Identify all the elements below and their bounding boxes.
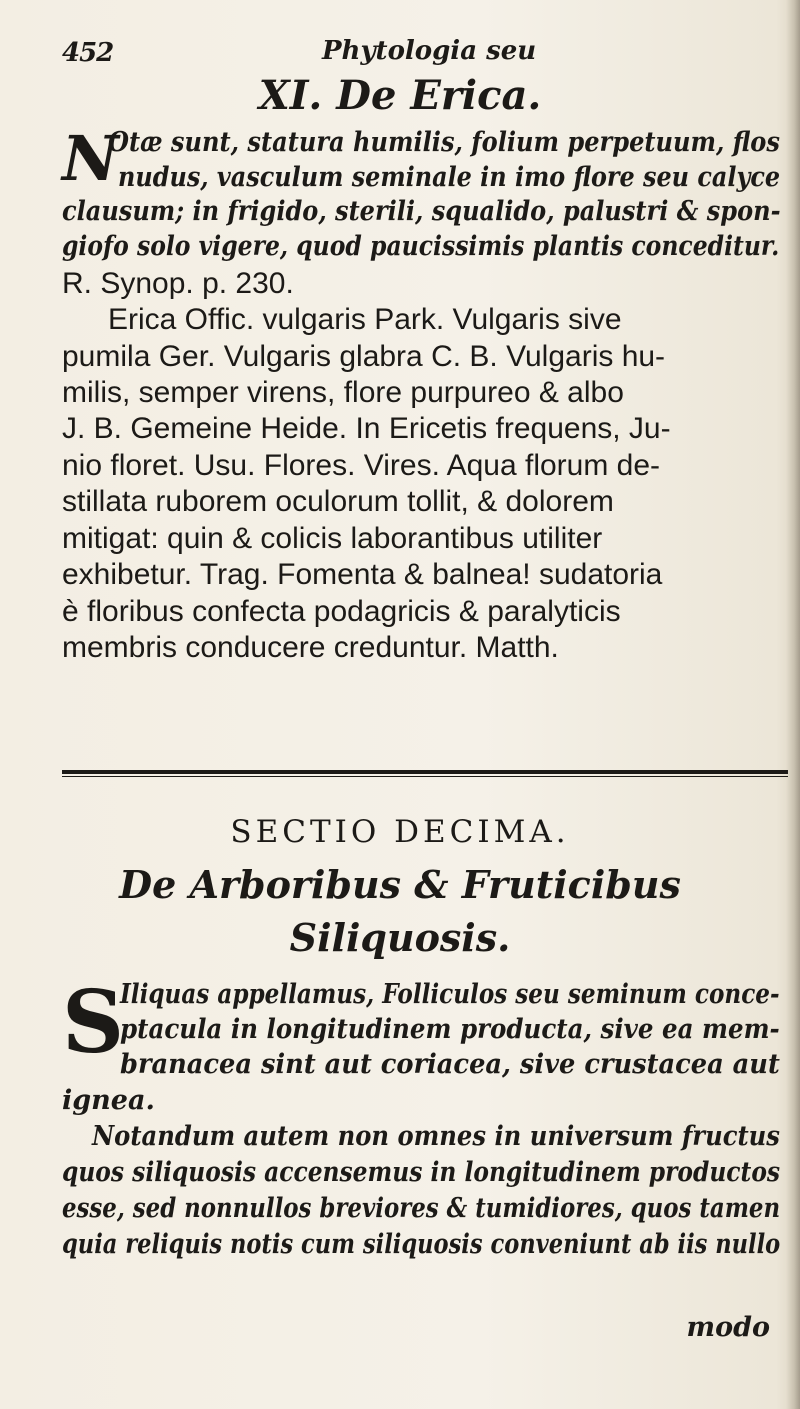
sectio-title: SECTIO DECIMA. xyxy=(230,814,570,850)
erica-text-line: pumila Ger. Vulgaris glabra C. B. Vulgaris hu- xyxy=(62,340,666,373)
catchword: modo xyxy=(686,1312,770,1343)
running-title: Phytologia seu xyxy=(322,36,537,66)
erica-text-line: exhibetur. Trag. Fomenta & balnea! sudatoria xyxy=(62,558,663,591)
siliquae-line: quos siliquosis accensemus in longitudinem productos xyxy=(62,1157,781,1188)
page-edge-shadow xyxy=(786,0,800,1409)
erica-text-line: Erica Offic. vulgaris Park. Vulgaris sive xyxy=(108,303,622,336)
erica-text-line: nio floret. Usu. Flores. Vires. Aqua florum de- xyxy=(62,449,661,482)
erica-italic-line: nudus, vasculum seminale in imo flore seu calyce xyxy=(118,162,781,193)
erica-text-line: milis, semper virens, flore purpureo & albo xyxy=(62,376,624,409)
ornamental-rule xyxy=(62,770,788,777)
erica-italic-line: Otæ sunt, statura humilis, folium perpetuum, flos xyxy=(108,127,780,158)
drop-cap-n: N xyxy=(62,122,119,195)
siliquae-line: esse, sed nonnullos breviores & tumidiores, quos tamen xyxy=(62,1193,781,1224)
erica-text-line: J. B. Gemeine Heide. In Ericetis frequens, Ju- xyxy=(62,412,671,445)
siliquae-line: ptacula in longitudinem producta, sive ea mem- xyxy=(120,1014,780,1045)
erica-italic-line: giofo solo vigere, quod paucissimis plantis conceditur. xyxy=(62,231,780,262)
chapter-heading: XI. De Erica. xyxy=(258,72,542,119)
drop-cap-s: S xyxy=(62,972,125,1073)
sectio-subtitle: Siliquosis. xyxy=(289,915,511,960)
siliquae-line: quia reliquis notis cum siliquosis conveniunt ab iis nullo xyxy=(62,1229,781,1260)
erica-text-line: stillata ruborem oculorum tollit, & dolorem xyxy=(62,485,614,518)
siliquae-line: branacea sint aut coriacea, sive crustacea aut xyxy=(120,1049,780,1080)
siliquae-line: Iliquas appellamus, Folliculos seu seminum conce- xyxy=(120,979,780,1010)
page-number: 452 xyxy=(62,38,114,68)
erica-italic-line: clausum; in frigido, sterili, squalido, palustri & spon- xyxy=(62,196,781,227)
siliquae-line: ignea. xyxy=(62,1085,155,1116)
sectio-subtitle: De Arboribus & Fruticibus xyxy=(119,862,681,907)
erica-text-line: R. Synop. p. 230. xyxy=(62,267,294,300)
erica-text-line: è floribus confecta podagricis & paralyticis xyxy=(62,595,621,628)
erica-text-line: mitigat: quin & colicis laborantibus utiliter xyxy=(62,522,603,555)
erica-text-line: membris conducere creduntur. Matth. xyxy=(62,631,559,664)
siliquae-line: Notandum autem non omnes in universum fructus xyxy=(92,1121,780,1152)
